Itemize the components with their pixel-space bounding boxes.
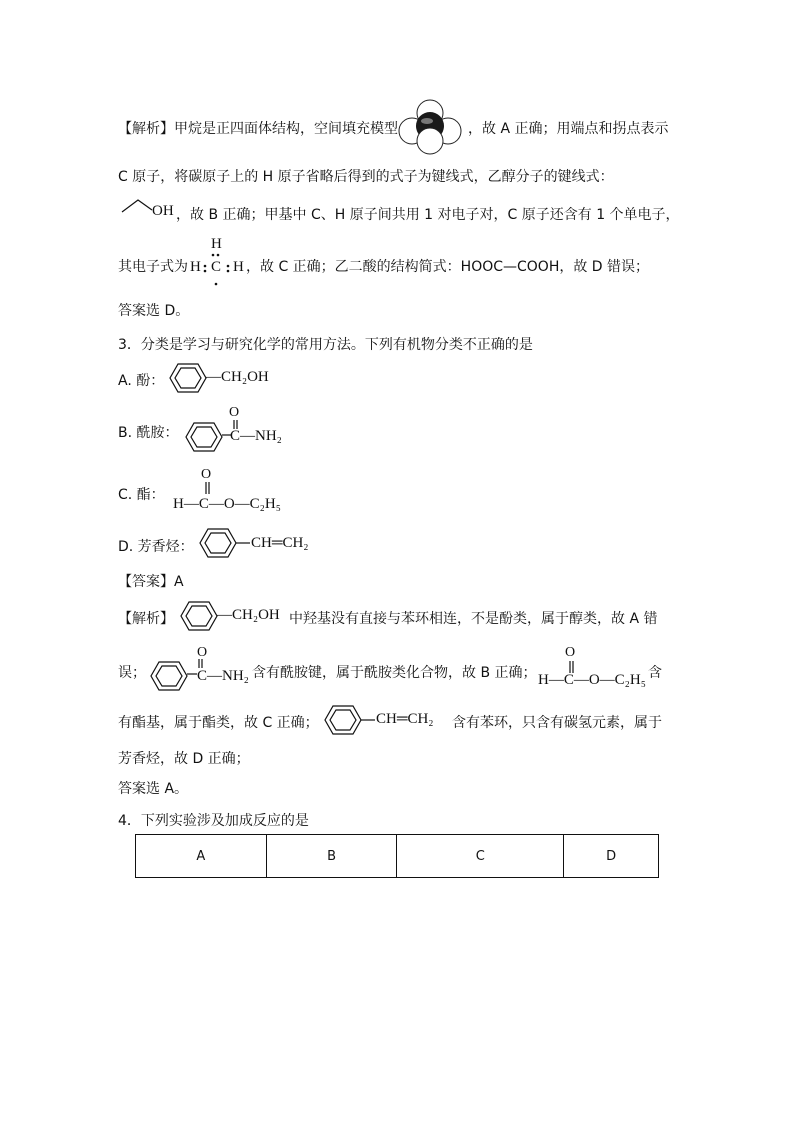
analysis-line-1a: 【解析】甲烷是正四面体结构，空间填充模型 <box>118 121 398 137</box>
analysis-line-4a: 其电子式为 <box>118 259 188 275</box>
analysis-line-4b: ，故 C 正确；乙二酸的结构简式：HOOC—COOH，故 D 错误； <box>246 259 650 275</box>
q3-option-c-formula: H—C—O—C₂H₅ <box>173 496 281 512</box>
q3-option-c-label: C. 酯： <box>118 487 165 503</box>
q3-question: 3．分类是学习与研究化学的常用方法。下列有机物分类不正确的是 <box>118 337 533 353</box>
q3-answer: 【答案】A <box>118 574 184 590</box>
q3-analysis-2c: 含 <box>648 665 662 681</box>
q3-option-d-label: D. 芳香烃： <box>118 539 194 555</box>
q3-analysis-3a: 有酯基，属于酯类，故 C 正确； <box>118 715 319 731</box>
benzene-ring-icon <box>200 527 240 559</box>
q4-column-b: B <box>266 835 397 878</box>
q3-analysis-2-ester-o: O <box>565 645 576 660</box>
q3-final-answer: 答案选 A。 <box>118 781 189 797</box>
q4-options-table <box>135 834 659 878</box>
q3-option-a-label: A. 酚： <box>118 373 165 389</box>
analysis-line-2: C 原子，将碳原子上的 H 原子省略后得到的式子为键线式，乙醇分子的键线式： <box>118 169 614 185</box>
benzene-ring-icon <box>170 362 210 394</box>
electron-dots <box>200 252 240 288</box>
benzene-ring-icon <box>151 660 191 692</box>
q4-column-d: D <box>564 835 659 878</box>
q3-analysis-4: 芳香烃，故 D 正确； <box>118 751 250 767</box>
methane-space-filling-model <box>400 100 464 156</box>
q3-analysis-2-ester: H—C—O—C₂H₅ <box>538 672 646 688</box>
methyl-left-h: H <box>190 259 201 275</box>
q3-option-b-label: B. 酰胺： <box>118 425 179 441</box>
q3-analysis-1b: 中羟基没有直接与苯环相连，不是酚类，属于醇类，故 A 错 <box>289 611 658 627</box>
methyl-carbon: C <box>211 259 222 275</box>
q3-analysis-2-formula: C—NH₂ <box>197 668 249 684</box>
analysis-line-3: ，故 B 正确；甲基中 C、H 原子间共用 1 对电子对，C 原子还含有 1 个单电子， <box>176 207 680 223</box>
q3-option-a-formula: —CH₂OH <box>206 369 269 385</box>
methyl-top-h: H <box>211 236 222 252</box>
q3-option-c-o: O <box>201 467 212 482</box>
benzene-ring-icon <box>325 704 365 736</box>
analysis-line-1b: ，故 A 正确；用端点和拐点表示 <box>468 121 669 137</box>
q4-question: 4．下列实验涉及加成反应的是 <box>118 813 309 829</box>
q4-column-a: A <box>136 835 267 878</box>
q3-analysis-2a: 误； <box>118 665 146 681</box>
q3-analysis-3b: 含有苯环，只含有碳氢元素，属于 <box>452 715 662 731</box>
q4-column-c: C <box>397 835 564 878</box>
q3-option-b-formula: C—NH₂ <box>230 428 282 444</box>
q3-option-d-formula: CH═CH₂ <box>251 535 309 551</box>
q3-analysis-2-o: O <box>197 645 208 660</box>
q3-analysis-3-formula: CH═CH₂ <box>376 711 434 727</box>
q3-analysis-2b: 含有酰胺键，属于酰胺类化合物，故 B 正确； <box>252 665 537 681</box>
q2-answer: 答案选 D。 <box>118 303 190 319</box>
benzene-ring-icon <box>186 421 226 453</box>
q3-option-b-o: O <box>229 405 240 420</box>
q3-analysis-1-formula: —CH₂OH <box>217 607 280 623</box>
skeletal-oh: OH <box>152 203 174 219</box>
methyl-right-h: H <box>233 259 244 275</box>
benzene-ring-icon <box>181 600 221 632</box>
q3-analysis-1a: 【解析】 <box>118 611 174 627</box>
